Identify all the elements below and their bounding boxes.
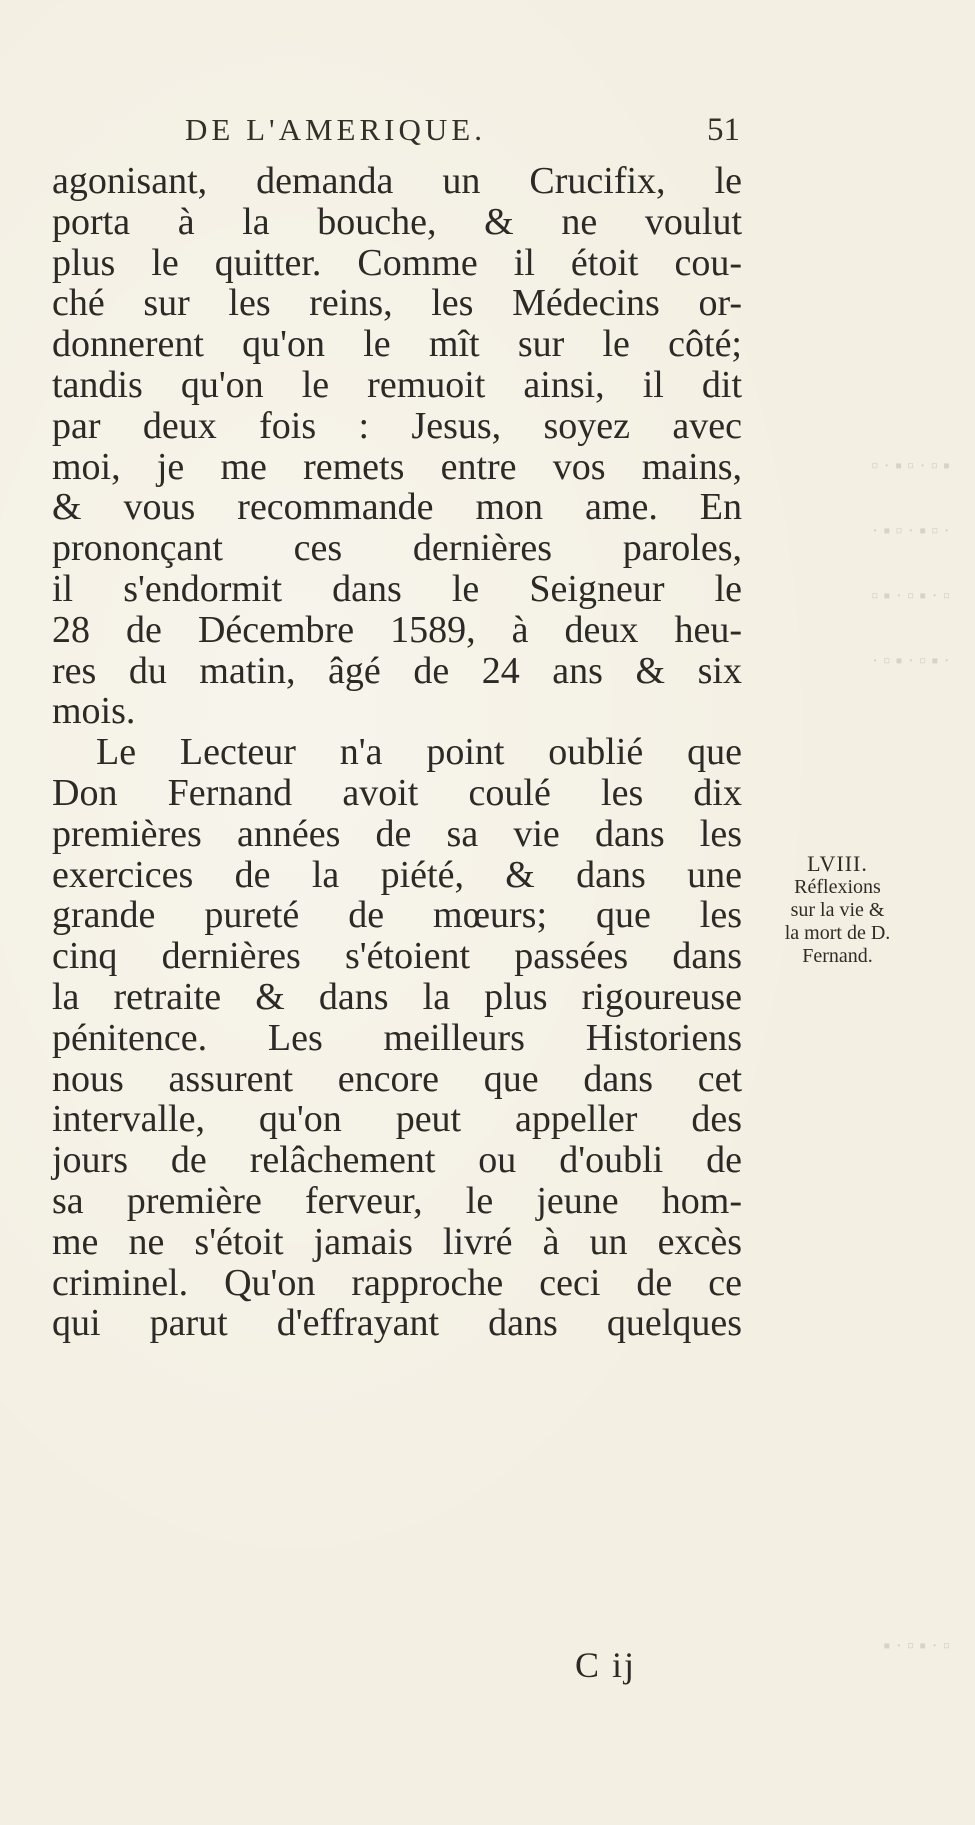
text-line: qui parut d'effrayant dans quelques	[52, 1302, 742, 1345]
margin-note-line: Fernand.	[802, 945, 873, 967]
text-line: sa première ferveur, le jeune hom-	[52, 1179, 742, 1222]
text-line: & vous recommande mon ame. En	[52, 486, 742, 529]
show-through-texture: · ▫ ▪ · ▫ ▪ ·	[871, 520, 950, 542]
margin-note-line: sur la vie &	[790, 899, 885, 921]
text-line: premières années de sa vie dans les	[52, 812, 742, 855]
text-line: nous assurent encore que dans cet	[52, 1057, 742, 1100]
text-line: prononçant ces dernières paroles,	[52, 527, 742, 570]
text-line: jours de relâchement ou d'oubli de	[52, 1139, 742, 1182]
text-line: me ne s'étoit jamais livré à un excès	[52, 1220, 742, 1263]
text-line: plus le quitter. Comme il étoit cou-	[52, 241, 742, 284]
text-line: res du matin, âgé de 24 ans & six	[52, 649, 742, 692]
show-through-texture: ▪ ▫ · ▫ ▪ · ▫	[871, 455, 950, 477]
text-line: donnerent qu'on le mît sur le côté;	[52, 323, 742, 366]
text-line: grande pureté de mœurs; que les	[52, 894, 742, 937]
paragraph-end-line: mois.	[52, 690, 136, 733]
margin-note-line: la mort de D.	[784, 922, 891, 944]
body-text	[52, 161, 742, 1344]
paragraph-start-line: Le Lecteur n'a point oublié que	[96, 731, 742, 774]
text-line: agonisant, demanda un Crucifix, le	[52, 160, 742, 202]
signature-mark: C ij	[575, 1645, 637, 1685]
text-line: 28 de Décembre 1589, à deux heu-	[52, 608, 742, 651]
text-line: tandis qu'on le remuoit ainsi, il dit	[52, 363, 742, 406]
show-through-texture: · ▪ ▫ · ▪ ▫ ·	[871, 650, 950, 672]
text-line: cinq dernières s'étoient passées dans	[52, 935, 742, 978]
running-head	[185, 112, 740, 152]
text-line: la retraite & dans la plus rigoureuse	[52, 975, 742, 1018]
text-line: exercices de la piété, & dans une	[52, 853, 742, 896]
text-line: par deux fois : Jesus, soyez avec	[52, 404, 742, 447]
text-line: Don Fernand avoit coulé les dix	[52, 771, 742, 814]
page-number: 51	[707, 112, 740, 148]
margin-note-line: Réflexions	[794, 876, 881, 898]
text-line: il s'endormit dans le Seigneur le	[52, 567, 742, 610]
show-through-texture: ▫ · ▪ ▫ · ▪ ▫	[871, 585, 950, 607]
text-line: ché sur les reins, les Médecins or-	[52, 282, 742, 325]
text-line: pénitence. Les meilleurs Historiens	[52, 1016, 742, 1059]
text-line: intervalle, qu'on peut appeller des	[52, 1098, 742, 1141]
show-through-texture: ▫ · ▪ ▫ · ▪	[883, 1635, 950, 1657]
text-line: porta à la bouche, & ne voulut	[52, 200, 742, 243]
margin-note	[750, 852, 925, 968]
margin-note-number: LVIII.	[807, 851, 868, 876]
running-title: DE L'AMERIQUE.	[185, 112, 486, 147]
text-line: criminel. Qu'on rapproche ceci de ce	[52, 1261, 742, 1304]
text-line: moi, je me remets entre vos mains,	[52, 445, 742, 488]
